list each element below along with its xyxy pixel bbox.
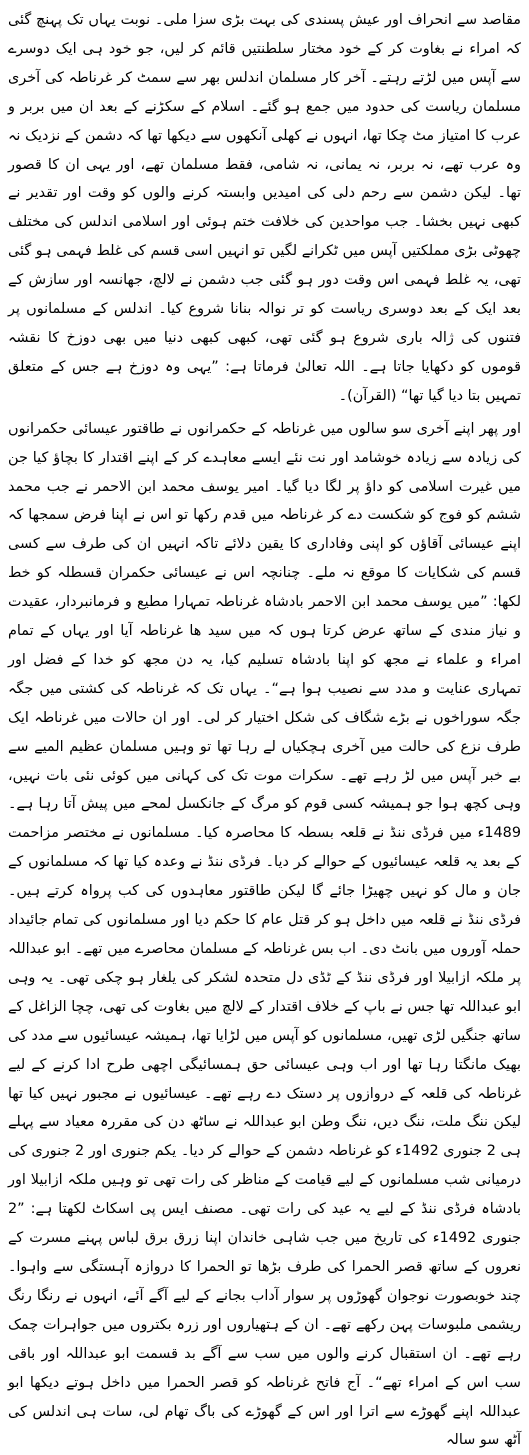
article-paragraph-1: مقاصد سے انحراف اور عیش پسندی کی بہت بڑی سزا ملی۔ نوبت یہاں تک پہنچ گئی کہ امراء نے بغاوت کر کے خود مختار سلطنتیں قائم کر لیں، جو خود ہی ایک دوسرے سے آپس میں لڑتے رہتے۔ آخر کار مسلمان اندلس بھر سے سمٹ کر غرناطہ کی آخری مسلمان ریاست کی حدود میں جمع ہو گئے۔ اسلام کے سکڑنے کے بعد ان میں بربر و عرب کا امتیاز مٹ چکا تھا، انہوں نے کھلی آنکھوں سے دیکھا تھا کہ دشمن کے نزدیک نہ وہ عرب تھے، نہ بربر، نہ یمانی، نہ شامی، فقط مسلمان تھے، اور یہی ان کا قصور تھا۔ لیکن دشمن سے رحم دلی کی امیدیں وابستہ کرنے والوں کو وقت اور تقدیر نے کبھی نہیں بخشا۔ جب مواحدین کی خلافت ختم ہوئی اور اسلامی اندلس کی مختلف چھوٹی بڑی مملکتیں آپس میں ٹکرانے لگیں تو انہیں اسی قسم کی غلط فہمی ہو گئی تھی، یہ غلط فہمی اس وقت دور ہو گئی جب دشمن نے لالچ، جھانسہ اور سازش کے بعد ایک کے بعد دوسری ریاست کو تر نوالہ بنانا شروع کیا۔ اندلس کے مسلمانوں پر فتنوں کی ژالہ باری شروع ہو گئی تھی، کبھی کبھی دنیا میں بھی دوزخ کا نقشہ قوموں کو دکھایا جاتا ہے۔ اللہ تعالیٰ فرماتا ہے: ”یہی وہ دوزخ ہے جس کے متعلق تمہیں بتا دیا گیا تھا“ (القرآن)۔ xyxy=(8,12,521,404)
article-paragraph-2: اور پھر اپنے آخری سو سالوں میں غرناطہ کے حکمرانوں نے طاقتور عیسائی حکمرانوں کی زیادہ سے زیادہ خوشامد اور نت نئے ایسے معاہدے کر کے اپنے اقتدار کا بچاؤ کیا جن میں غیرت اسلامی کو داؤ پر لگا دیا گیا۔ امیر یوسف محمد ابن الاحمر نے جب محمد ششم کو فوج کو شکست دے کر غرناطہ میں قدم رکھا تو اس نے اپنا فرض سمجھا کہ اپنے عیسائی آقاؤں کو اپنی وفاداری کا یقین دلائے تاکہ انہیں ان کی طرف سے کسی قسم کی شکایات کا موقع نہ ملے۔ چنانچہ اس نے عیسائی حکمران قسطلہ کو خط لکھا: ”میں یوسف محمد ابن الاحمر بادشاہ غرناطہ تمہارا مطیع و فرمانبردار، عقیدت و نیاز مندی کے ساتھ عرض کرتا ہوں کہ میں سید ھا غرناطہ آیا اور یہاں کے تمام امراء و علماء نے مجھ کو اپنا بادشاہ تسلیم کیا، یہ دن مجھ کو خدا کے فضل اور تمہاری عنایت و مدد سے نصیب ہوا ہے“۔ یہاں تک کہ غرناطہ کی کشتی میں جگہ جگہ سوراخوں نے بڑے شگاف کی شکل اختیار کر لی۔ اور ان حالات میں غرناطہ ایک طرف نزع کی حالت میں آخری ہچکیاں لے رہا تھا تو وہیں مسلمان عظیم المیے سے بے خبر آپس میں لڑ رہے تھے۔ سکرات موت تک کی کہانی میں کوئی نئی بات نہیں، وہی کچھ ہوا جو ہمیشہ کسی قوم کو مرگ کے جانکسل لمحے میں پیش آتا رہا ہے۔ 1489ء میں فرڈی ننڈ نے قلعہ بسطہ کا محاصرہ کیا۔ مسلمانوں نے مختصر مزاحمت کے بعد یہ قلعہ عیسائیوں کے حوالے کر دیا۔ فرڈی ننڈ نے وعدہ کیا تھا کہ مسلمانوں کے جان و مال کو نہیں چھیڑا جائے گا لیکن طاقتور معاہدوں کی کب پرواہ کرتے ہیں۔ فرڈی ننڈ نے قلعہ میں داخل ہو کر قتل عام کا حکم دیا اور مسلمانوں کی تمام جائیداد حملہ آوروں میں بانٹ دی۔ اب بس غرناطہ کے مسلمان محاصرے میں تھے۔ ابو عبداللہ پر ملکہ ازابیلا اور فرڈی ننڈ کے ٹڈی دل متحدہ لشکر کی یلغار ہو چکی تھی۔ یہ وہی ابو عبداللہ تھا جس نے باپ کے خلاف اقتدار کے لالچ میں بغاوت کی تھی، چچا الزاغل کے ساتھ جنگیں لڑی تھیں، مسلمانوں کو آپس میں لڑایا تھا، ہمیشہ عیسائیوں سے مدد کی بھیک مانگتا رہا تھا اور اب وہی عیسائی حق ہمسائیگی اچھی طرح ادا کرنے کے لیے غرناطہ کی قلعہ کے دروازوں پر دستک دے رہے تھے۔ عیسائیوں نے مجبور نہیں کیا تھا لیکن ننگ ملت، ننگ دیں، ننگ وطن ابو عبداللہ نے ساٹھ دن کی مقررہ معیاد سے پہلے ہی 2 جنوری 1492ء کو غرناطہ دشمن کے حوالے کر دیا۔ یکم جنوری اور 2 جنوری کی درمیانی شب مسلمانوں کے لیے قیامت کے مناظر کی رات تھی تو وہیں ملکہ ازابیلا اور بادشاہ فرڈی ننڈ کے لیے یہ عید کی رات تھی۔ مصنف ایس پی اسکاٹ لکھتا ہے: ”2 جنوری 1492ء کی تاریخ میں جب شاہی خاندان اپنا زرق برق لباس پہنے مسرت کے نعروں کے ساتھ قصر الحمرا کی طرف بڑھا تو الحمرا کا دروازہ آہستگی سے واہوا۔ چند خوبصورت نوجوان گھوڑوں پر سوار آداب بجانے کے لیے آگے آئے، انہوں نے رنگا رنگ ریشمی ملبوسات پہن رکھے تھے۔ ان کے ہتھیاروں اور زرہ بکتروں میں جواہرات چمک رہے تھے۔ ان استقبال کرنے والوں میں سب سے آگے بد قسمت ابو عبداللہ اور باقی سب اس کے امراء تھے“۔ آج فاتح غرناطہ کو قصر الحمرا میں داخل ہوتے دیکھا ابو عبداللہ اپنے گھوڑے سے اترا اور اس کے گھوڑے کی باگ تھام لی، سات ہی اندلس کی آٹھ سو سالہ xyxy=(8,420,521,1449)
